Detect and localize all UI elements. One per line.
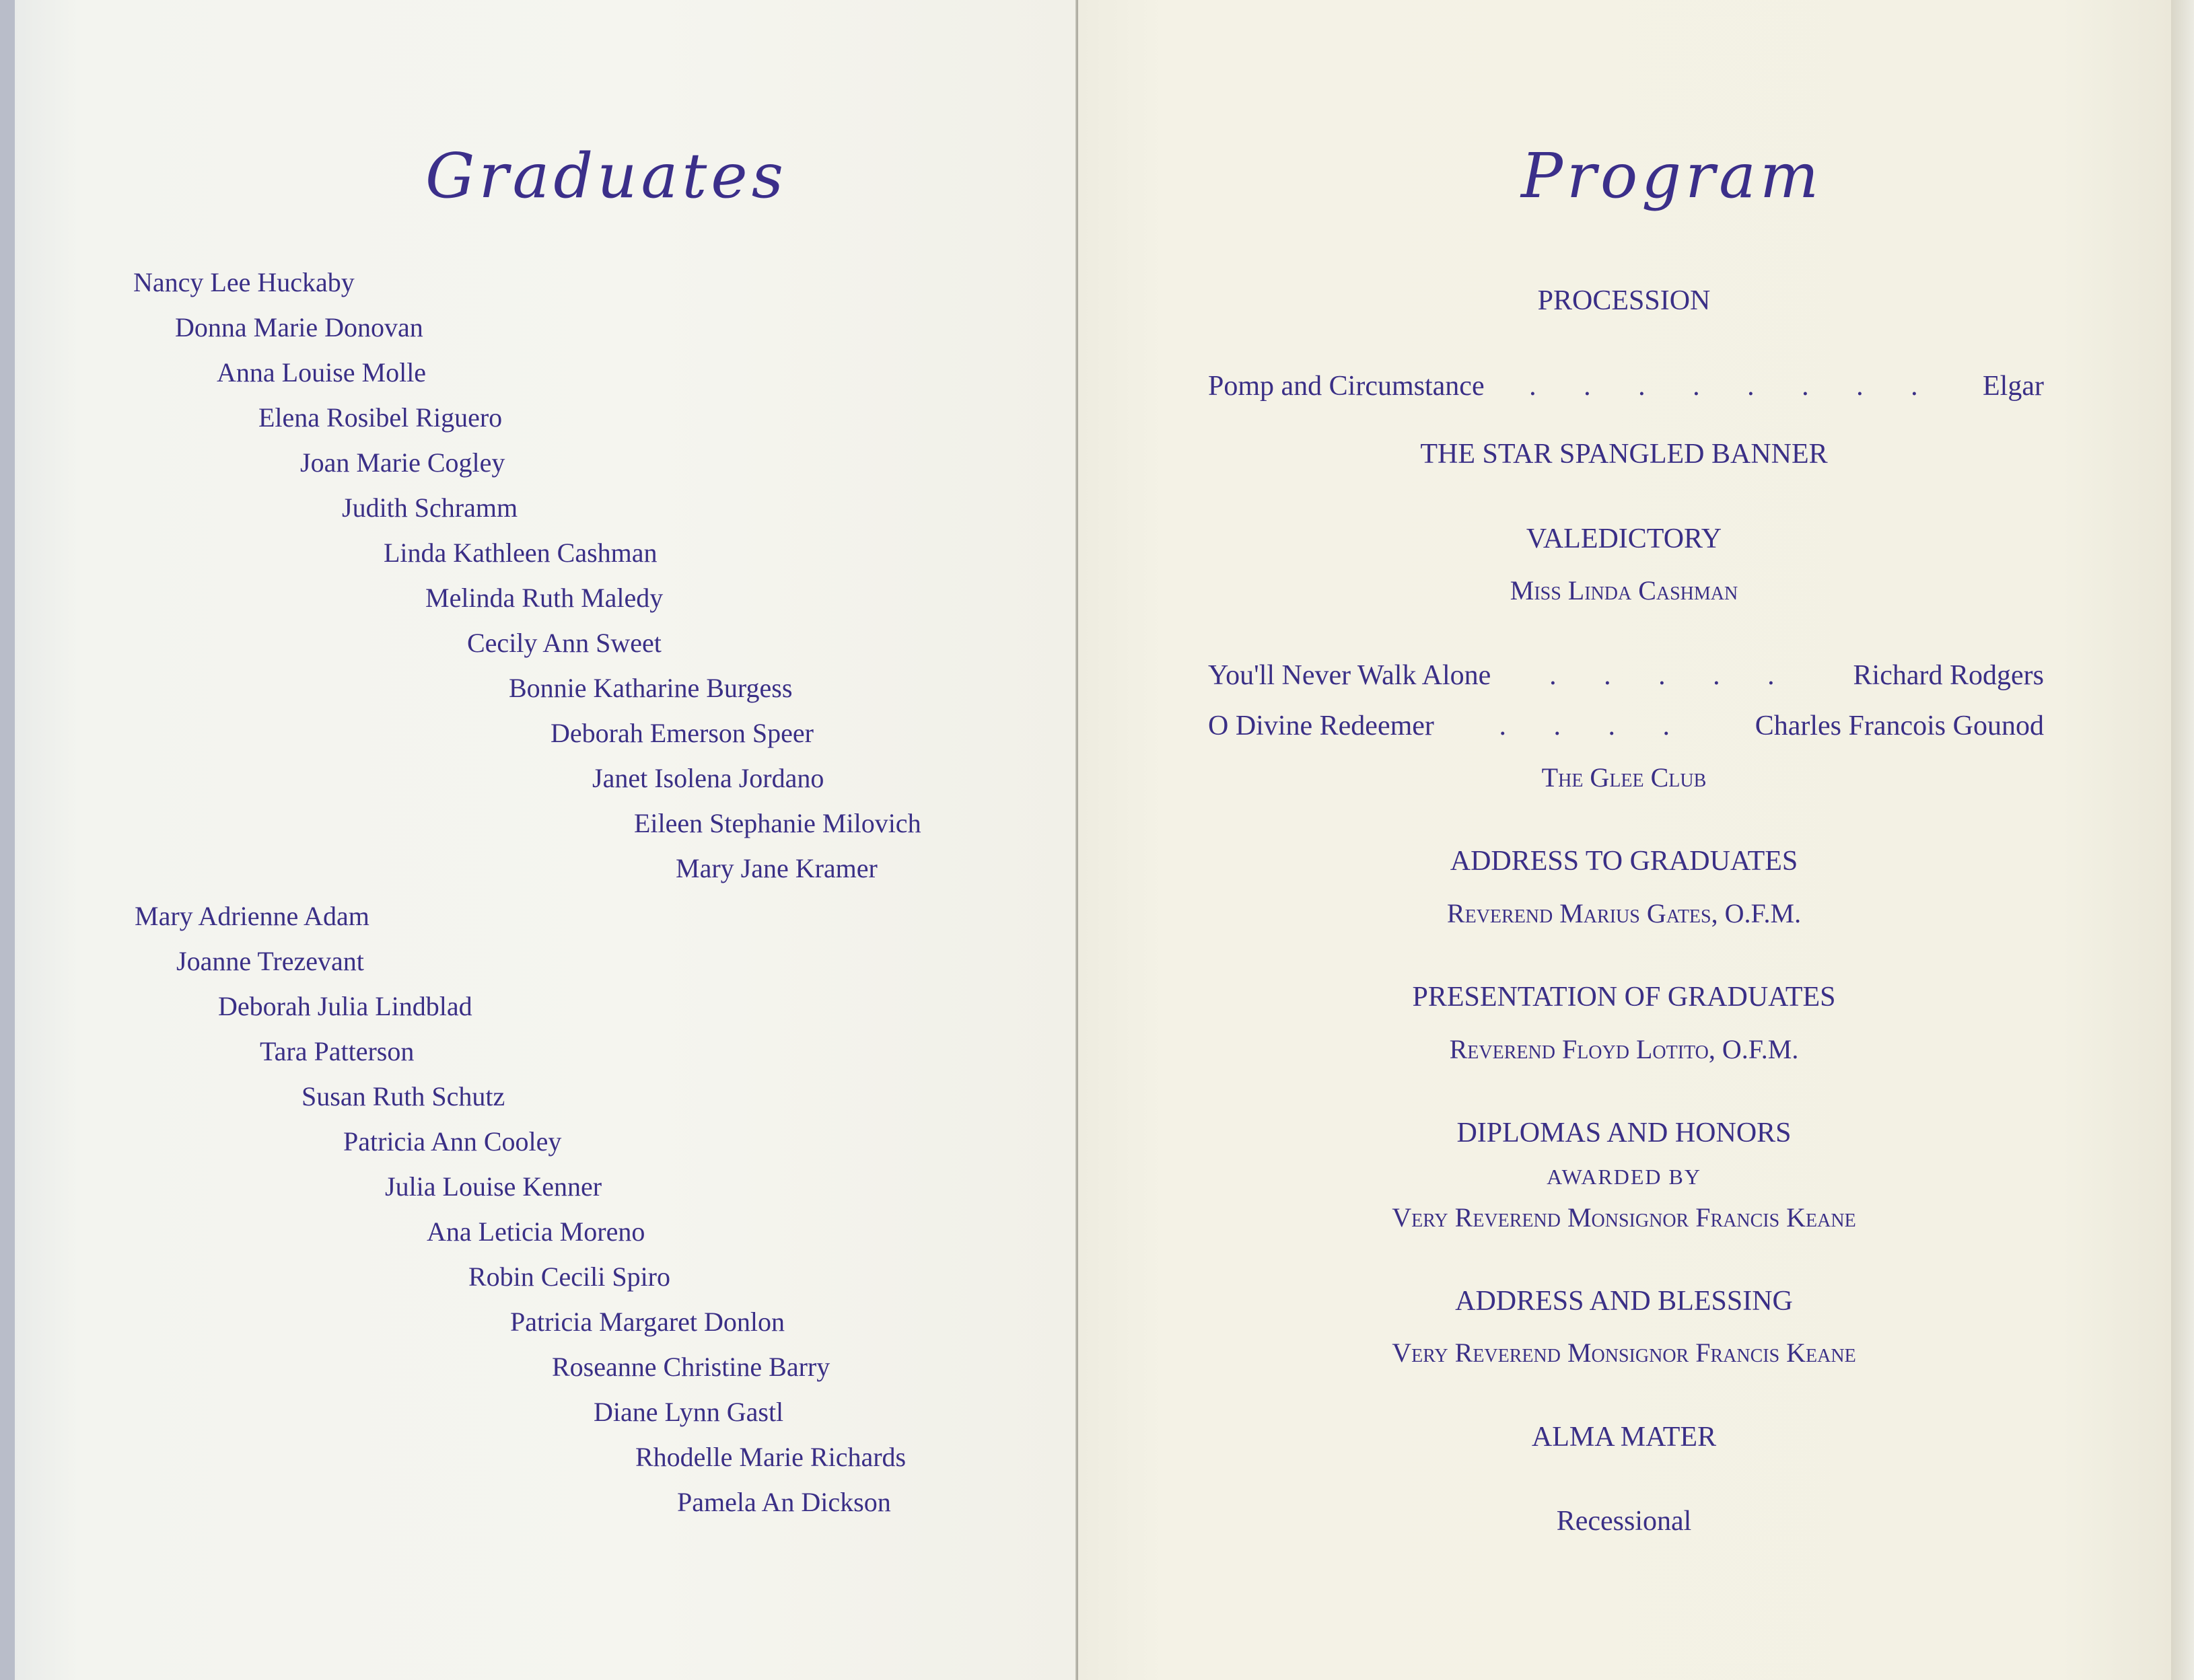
recessional: Recessional [1556,1506,1692,1537]
graduate-name: Joan Marie Cogley [300,447,505,478]
graduate-name: Julia Louise Kenner [385,1171,602,1202]
presentation-of-graduates: PRESENTATION OF GRADUATES [1412,982,1836,1013]
graduate-name: Mary Adrienne Adam [135,901,369,931]
leader-dots: . . . . . . . . [1529,371,1938,402]
address-and-blessing: ADDRESS AND BLESSING [1455,1286,1793,1317]
graduate-name: Donna Marie Donovan [175,312,423,342]
leader-dots: . . . . [1499,710,1691,741]
graduate-name: Judith Schramm [342,492,518,523]
graduate-name: Melinda Ruth Maledy [425,583,664,613]
graduate-name: Tara Patterson [260,1036,415,1066]
piece-title: Pomp and Circumstance [1208,371,1485,402]
graduate-name: Patricia Ann Cooley [343,1126,562,1157]
valedictory: VALEDICTORY [1526,523,1722,554]
graduate-name: Robin Cecili Spiro [468,1262,670,1292]
graduate-name: Cecily Ann Sweet [467,628,662,658]
anthem: THE STAR SPANGLED BANNER [1420,439,1828,470]
graduates-heading: Graduates [425,140,787,212]
composer: Elgar [1983,371,2044,402]
leader-dots: . . . . . [1549,660,1795,691]
graduate-name: Linda Kathleen Cashman [384,538,658,568]
program-heading: Program [1521,140,1823,212]
graduate-name: Mary Jane Kramer [676,853,878,883]
presentation-speaker: Reverend Floyd Lotito, O.F.M. [1449,1034,1799,1064]
program-item-song2 [1208,712,2044,740]
awarded-by: AWARDED BY [1547,1165,1701,1189]
graduate-name: Diane Lynn Gastl [594,1397,784,1427]
piece-title: O Divine Redeemer [1208,710,1434,741]
graduate-name: Elena Rosibel Riguero [258,402,503,433]
graduate-name: Pamela An Dickson [677,1487,891,1517]
diplomas-speaker: Very Reverend Monsignor Francis Keane [1392,1202,1856,1233]
composer: Richard Rodgers [1853,660,2044,691]
left-page [15,0,1077,1680]
piece-title: You'll Never Walk Alone [1208,660,1491,691]
alma-mater: ALMA MATER [1531,1422,1717,1453]
graduate-name: Joanne Trezevant [176,946,364,976]
glee-club: The Glee Club [1541,762,1707,793]
graduate-name: Eileen Stephanie Milovich [634,808,921,838]
graduate-name: Janet Isolena Jordano [592,763,824,793]
graduate-name: Susan Ruth Schutz [302,1081,505,1111]
program-item-pomp [1208,372,2044,400]
page-edge [2171,0,2194,1680]
procession: PROCESSION [1537,285,1711,316]
graduate-name: Ana Leticia Moreno [427,1216,645,1247]
graduate-name: Nancy Lee Huckaby [133,267,355,297]
program-item-song1 [1208,661,2044,690]
address-to-graduates: ADDRESS TO GRADUATES [1450,846,1798,877]
valedictorian: Miss Linda Cashman [1510,575,1738,606]
composer: Charles Francois Gounod [1755,710,2044,741]
graduate-name: Patricia Margaret Donlon [510,1307,785,1337]
graduate-name: Deborah Emerson Speer [551,718,814,748]
address-speaker: Reverend Marius Gates, O.F.M. [1446,898,1802,928]
graduate-name: Bonnie Katharine Burgess [509,673,793,703]
graduate-name: Deborah Julia Lindblad [218,991,472,1021]
graduate-name: Roseanne Christine Barry [552,1352,830,1382]
graduate-name: Anna Louise Molle [217,357,427,388]
diplomas-and-honors: DIPLOMAS AND HONORS [1456,1118,1792,1148]
blessing-speaker: Very Reverend Monsignor Francis Keane [1392,1338,1856,1368]
graduate-name: Rhodelle Marie Richards [635,1442,907,1472]
